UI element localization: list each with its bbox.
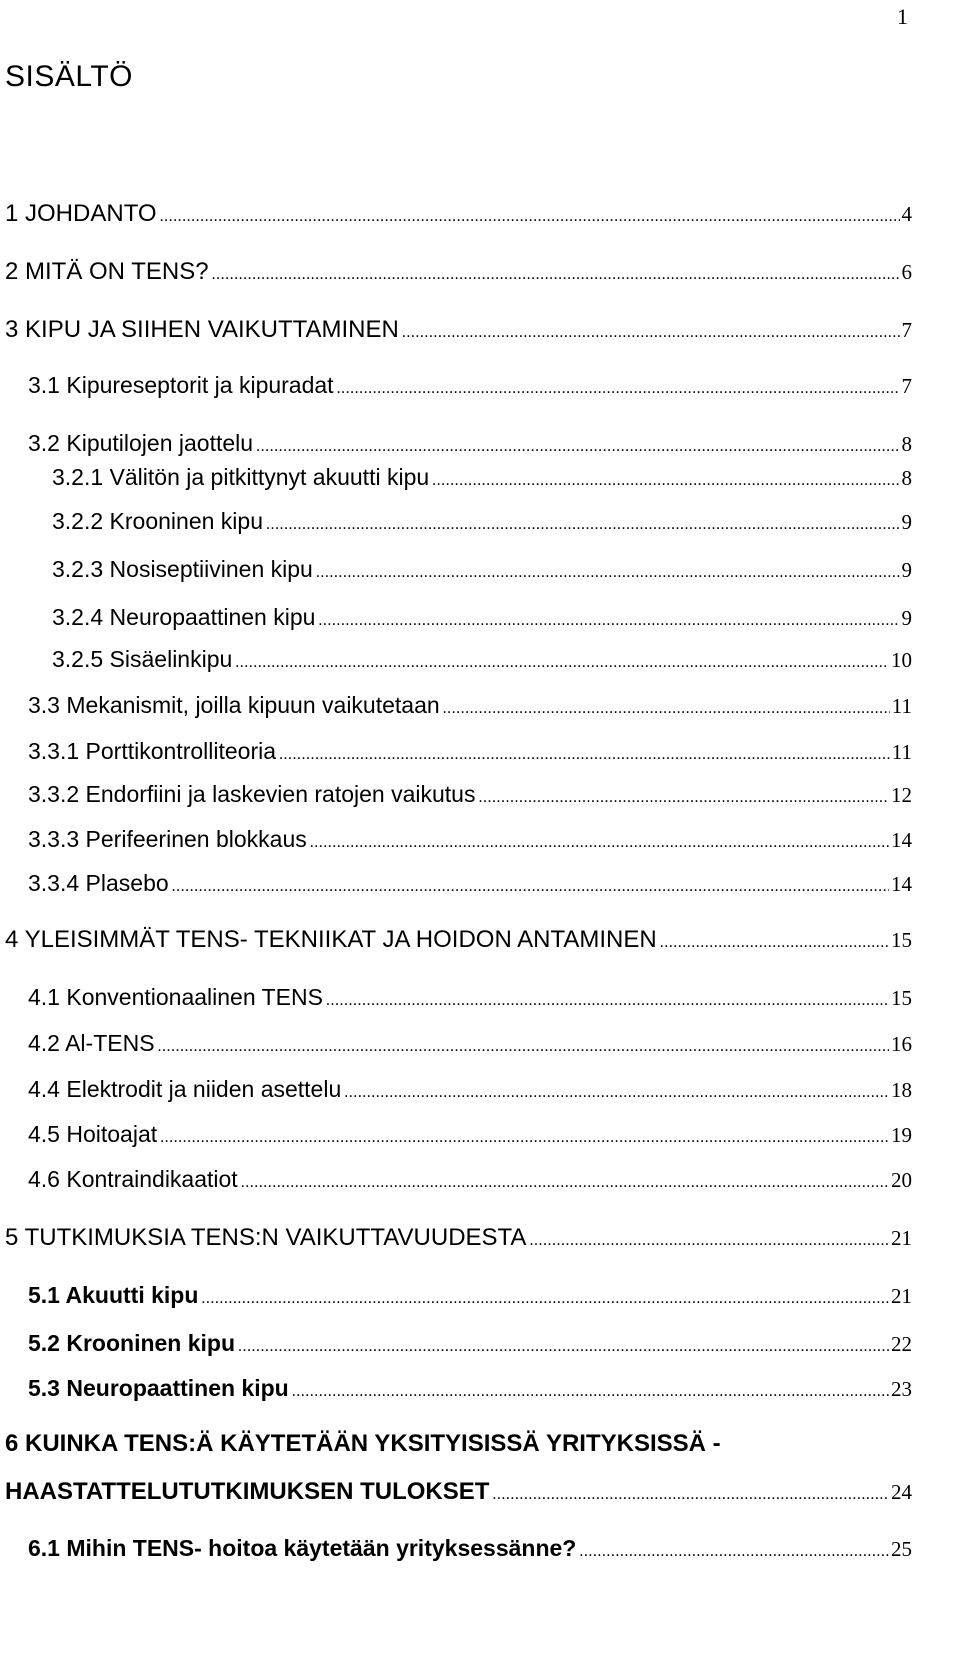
toc-entry[interactable] [28,372,912,406]
toc-entry[interactable] [28,781,912,815]
toc-entry-label: 4 YLEISIMMÄT TENS- TEKNIIKAT JA HOIDON ANTAMINEN [5,926,657,953]
toc-entry-label: 5 TUTKIMUKSIA TENS:N VAIKUTTAVUUDESTA [5,1224,527,1251]
toc-entry-page: 25 [891,1537,912,1561]
toc-entry-page: 4 [901,202,912,226]
toc-entry[interactable] [28,1535,912,1569]
page-number: 1 [897,4,908,29]
toc-entry-page: 8 [901,432,912,456]
toc-entry-label: 5.1 Akuutti kipu [28,1282,199,1308]
toc-entry-label: 3.2 Kiputilojen jaottelu [28,430,254,456]
toc-entry[interactable] [52,604,912,638]
toc-entry[interactable] [52,556,912,590]
toc-entry-page: 7 [901,318,912,342]
toc-entry-label: 3.1 Kipureseptorit ja kipuradat [28,372,334,398]
toc-entry[interactable] [28,1375,912,1409]
toc-entry-page: 9 [901,606,912,630]
toc-entry-page: 22 [891,1332,912,1356]
toc-dot-leader [478,789,889,807]
toc-entry-page: 19 [891,1123,912,1147]
toc-entry-label: 6.1 Mihin TENS- hoitoa käytetään yrityksessänne? [28,1535,577,1561]
toc-dot-leader [318,612,899,630]
toc-entry-page: 20 [891,1168,912,1192]
toc-dot-leader [160,1129,889,1147]
toc-entry[interactable] [5,258,912,292]
toc-dot-leader [316,564,900,582]
toc-dot-leader [443,700,890,718]
toc-entry[interactable] [28,870,912,904]
toc-dot-leader [241,1174,889,1192]
toc-dot-leader [337,380,900,398]
toc-entry-page: 16 [891,1032,912,1056]
toc-entry[interactable] [28,1121,912,1155]
toc-entry-label: 2 MITÄ ON TENS? [5,258,209,285]
toc-dot-leader [256,438,899,456]
toc-entry-page: 9 [901,510,912,534]
toc-entry-page: 12 [891,783,912,807]
toc-entry-label: 3.2.1 Välitön ja pitkittynyt akuutti kipu [52,464,430,490]
toc-entry-label: 3.3.1 Porttikontrolliteoria [28,738,277,764]
toc-entry[interactable] [28,1166,912,1200]
toc-entry[interactable] [5,200,912,234]
toc-entry[interactable] [28,1330,912,1364]
toc-entry-page: 23 [891,1377,912,1401]
toc-entry[interactable] [28,430,912,464]
toc-entry[interactable] [52,508,912,542]
toc-entry-label: 3 KIPU JA SIIHEN VAIKUTTAMINEN [5,316,399,343]
toc-entry-label: 4.5 Hoitoajat [28,1121,158,1147]
toc-dot-leader [160,208,900,226]
toc-entry-label: 3.3.4 Plasebo [28,870,169,896]
toc-entry-page: 18 [891,1078,912,1102]
toc-entry[interactable] [5,1224,912,1258]
toc-entry-label: 5.3 Neuropaattinen kipu [28,1375,289,1401]
toc-entry-page: 14 [891,828,912,852]
toc-dot-leader [492,1486,889,1504]
toc-dot-leader [344,1084,889,1102]
toc-entry-page: 21 [891,1226,912,1250]
toc-entry[interactable] [5,926,912,960]
toc-dot-leader [310,834,889,852]
toc-entry[interactable] [28,1282,912,1316]
toc-dot-leader [292,1383,889,1401]
toc-dot-leader [212,266,900,284]
toc-entry[interactable] [52,464,912,498]
toc-dot-leader [235,654,889,672]
toc-entry-label: 3.2.2 Krooninen kipu [52,508,263,534]
toc-entry-label: 3.3.2 Endorfiini ja laskevien ratojen vaikutus [28,781,476,807]
toc-entry-page: 11 [891,694,912,718]
toc-heading: SISÄLTÖ [5,60,133,93]
toc-entry[interactable] [28,1030,912,1064]
toc-dot-leader [279,746,890,764]
toc-entry[interactable] [28,692,912,726]
toc-entry-page: 15 [891,986,912,1010]
toc-entry-page: 11 [891,740,912,764]
toc-entry-label: 5.2 Krooninen kipu [28,1330,236,1356]
toc-entry[interactable] [28,984,912,1018]
toc-dot-leader [432,472,899,490]
toc-dot-leader [660,934,889,952]
toc-dot-leader [238,1338,889,1356]
toc-entry-page: 9 [901,558,912,582]
toc-entry-page: 8 [901,466,912,490]
toc-entry[interactable] [28,1076,912,1110]
toc-dot-leader [402,324,900,342]
toc-entry-page: 21 [891,1284,912,1308]
toc-entry-page: 7 [901,374,912,398]
toc-entry-label: 3.2.3 Nosiseptiivinen kipu [52,556,313,582]
toc-entry-label: 3.3 Mekanismit, joilla kipuun vaikutetaan [28,692,440,718]
toc-entry-page: 10 [891,648,912,672]
toc-entry-label: 3.2.4 Neuropaattinen kipu [52,604,316,630]
toc-entry-page: 24 [891,1480,912,1504]
toc-entry[interactable] [5,1478,912,1512]
toc-entry-label: 4.4 Elektrodit ja niiden asettelu [28,1076,342,1102]
toc-dot-leader [529,1232,889,1250]
toc-entry[interactable] [28,738,912,772]
toc-entry-label: 3.2.5 Sisäelinkipu [52,646,233,672]
toc-dot-leader [172,878,889,896]
toc-entry-label: 4.1 Konventionaalinen TENS [28,984,323,1010]
toc-dot-leader [201,1290,889,1308]
toc-entry[interactable] [52,646,912,680]
toc-entry-label: HAASTATTELUTUTKIMUKSEN TULOKSET [5,1478,490,1505]
toc-entry-label: 4.6 Kontraindikaatiot [28,1166,238,1192]
toc-entry-page: 14 [891,872,912,896]
toc-entry-label: 3.3.3 Perifeerinen blokkaus [28,826,307,852]
toc-entry-page: 6 [901,260,912,284]
toc-dot-leader [579,1543,889,1561]
toc-entry-label: 4.2 Al-TENS [28,1030,155,1056]
toc-entry[interactable] [5,316,912,350]
toc-entry[interactable] [28,826,912,860]
toc-dot-leader [266,516,900,534]
toc-entry-label: 1 JOHDANTO [5,200,157,227]
toc-continuation-line: 6 KUINKA TENS:Ä KÄYTETÄÄN YKSITYISISSÄ YRITYKSISSÄ - [5,1430,721,1457]
toc-entry-page: 15 [891,928,912,952]
toc-dot-leader [158,1038,889,1056]
toc-dot-leader [326,992,889,1010]
